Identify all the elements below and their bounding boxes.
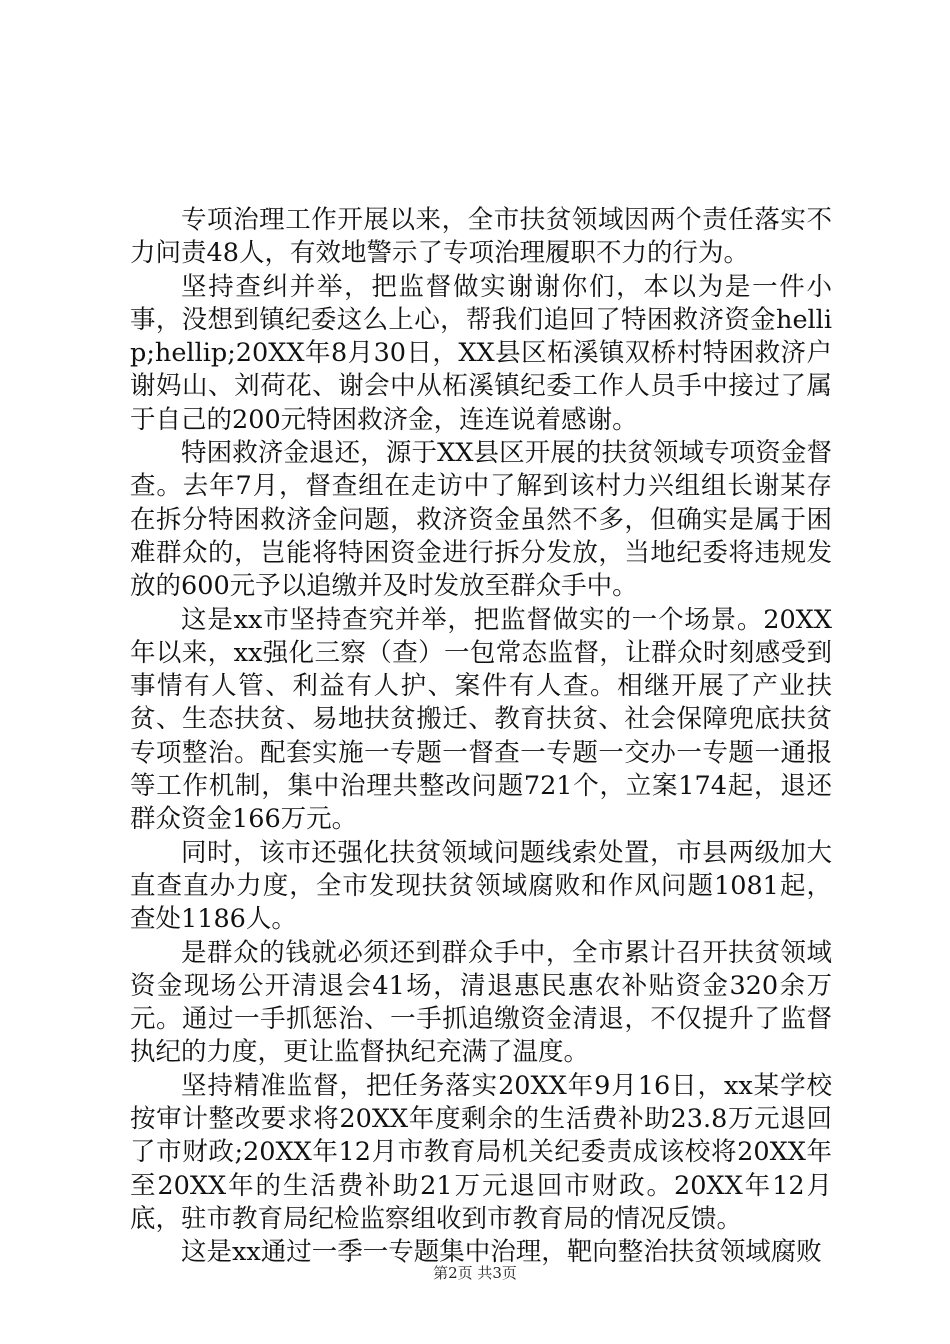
paragraph: 坚持查纠并举，把监督做实谢谢你们，本以为是一件小事，没想到镇纪委这么上心，帮我们追回了特困救济资金hellip;hellip;20XX年8月30日，XX县区柘溪镇双桥村特困救济户谢妈山、刘荷花、谢会中从柘溪镇纪委工作人员手中接过了属于自己的200元特困救济金，连连说着感谢。 [130, 271, 832, 435]
paragraph: 专项治理工作开展以来，全市扶贫领域因两个责任落实不力问责48人，有效地警示了专项治理履职不力的行为。 [130, 205, 832, 269]
paragraph: 坚持精准监督，把任务落实20XX年9月16日，xx某学校按审计整改要求将20XX年度剩余的生活费补助23.8万元退回了市财政;20XX年12月市教育局机关纪委责成该校将20XX年至20XX年的生活费补助21万元退回市财政。20XX年12月底，驻市教育局纪检监察组收到市教育局的情况反馈。 [130, 1070, 832, 1234]
document-body [130, 204, 832, 1270]
paragraph: 这是xx市坚持查究并举，把监督做实的一个场景。20XX年以来，xx强化三察（查）一包常态监督，让群众时刻感受到事情有人管、利益有人护、案件有人查。相继开展了产业扶贫、生态扶贫、易地扶贫搬迁、教育扶贫、社会保障兜底扶贫专项整治。配套实施一专题一督查一专题一交办一专题一通报等工作机制，集中治理共整改问题721个，立案174起，退还群众资金166万元。 [130, 604, 832, 835]
paragraph: 特困救济金退还，源于XX县区开展的扶贫领域专项资金督查。去年7月，督查组在走访中了解到该村力兴组组长谢某存在拆分特困救济金问题，救济资金虽然不多，但确实是属于困难群众的，岂能将特困资金进行拆分发放，当地纪委将违规发放的600元予以追缴并及时发放至群众手中。 [130, 438, 832, 602]
paragraph: 这是xx通过一季一专题集中治理，靶向整治扶贫领域腐败 [181, 1237, 822, 1268]
page-footer: 第2页 共3页 [433, 1264, 517, 1282]
paragraph: 是群众的钱就必须还到群众手中，全市累计召开扶贫领域资金现场公开清退会41场，清退惠民惠农补贴资金320余万元。通过一手抓惩治、一手抓追缴资金清退，不仅提升了监督执纪的力度，更让监督执纪充满了温度。 [130, 937, 832, 1068]
paragraph: 同时，该市还强化扶贫领域问题线索处置，市县两级加大直查直办力度，全市发现扶贫领域腐败和作风问题1081起，查处1186人。 [130, 837, 832, 935]
